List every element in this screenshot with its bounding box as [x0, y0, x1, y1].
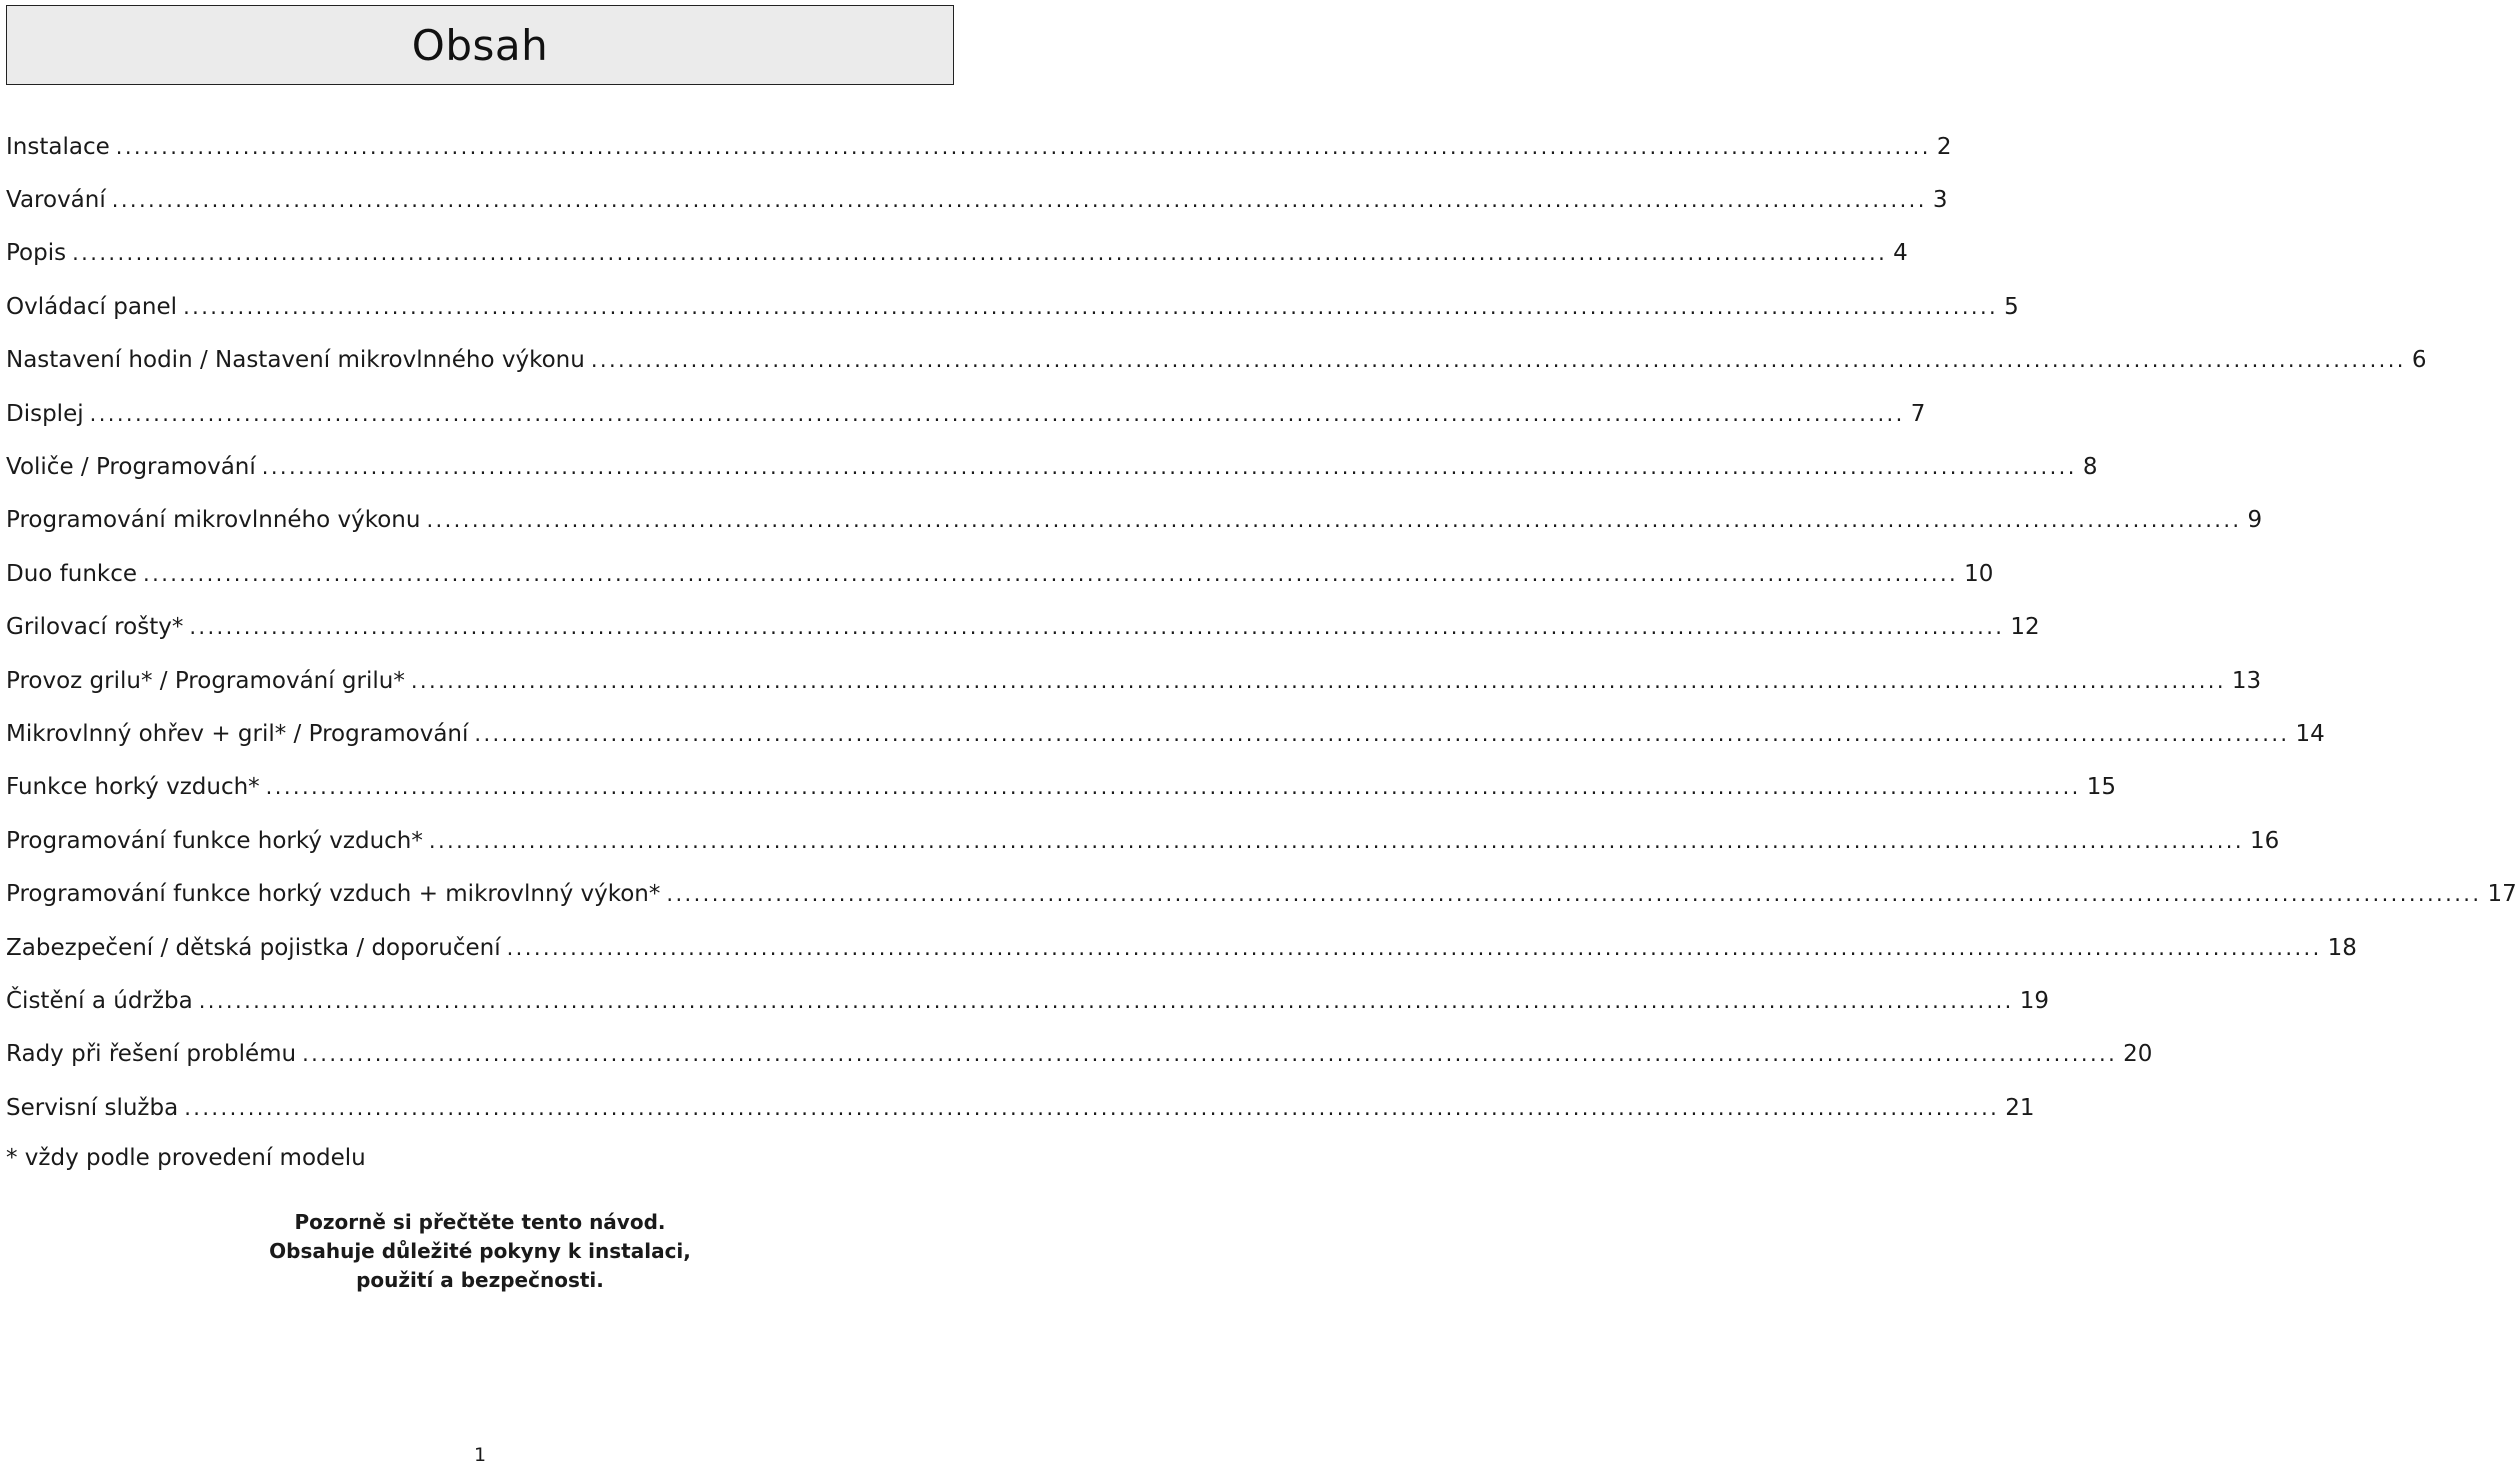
toc-entry[interactable]	[6, 120, 1952, 173]
toc-entry-page: 20	[2123, 1041, 2153, 1068]
toc-entry-label: Zabezpečení / dětská pojistka / doporučení	[6, 934, 501, 961]
toc-entry-label: Grilovací rošty*	[6, 614, 184, 641]
toc-entry[interactable]	[6, 974, 2050, 1027]
toc-entry-label: Programování mikrovlnného výkonu	[6, 507, 421, 534]
toc-leader-dots: ........................................................................................................................................................................................................	[506, 935, 2322, 960]
toc-entry-label: Funkce horký vzduch*	[6, 774, 260, 801]
toc-entry-label: Nastavení hodin / Nastavení mikrovlnného výkonu	[6, 347, 585, 374]
toc-entry-page: 19	[2019, 987, 2050, 1014]
toc-entry-label: Duo funkce	[6, 560, 138, 587]
toc-entry-page: 8	[2082, 454, 2098, 481]
notice-line: Pozorně si přečtěte tento návod.	[294, 1210, 666, 1234]
toc-entry[interactable]	[6, 280, 2019, 333]
toc-entry-label: Popis	[6, 240, 67, 267]
toc-entry-page: 15	[2086, 774, 2117, 801]
toc-entry-label: Instalace	[6, 133, 110, 160]
toc-entry-label: Voliče / Programování	[6, 454, 256, 481]
toc-leader-dots: ........................................................................................................................................................................................................	[184, 1095, 2000, 1120]
toc-entry[interactable]	[6, 814, 2280, 867]
toc-entry[interactable]	[6, 1081, 2035, 1134]
toc-entry-label: Varování	[6, 187, 106, 214]
toc-entry[interactable]	[6, 707, 2325, 760]
toc-leader-dots: ........................................................................................................................................................................................................	[302, 1042, 2118, 1067]
title-box	[6, 5, 954, 85]
toc-leader-dots: ........................................................................................................................................................................................................	[183, 294, 1999, 319]
notice-line: Obsahuje důležité pokyny k instalaci,	[269, 1239, 691, 1263]
toc-entry-page: 10	[1964, 560, 1994, 587]
toc-entry[interactable]	[6, 387, 1926, 440]
toc-leader-dots: ........................................................................................................................................................................................................	[143, 561, 1959, 586]
toc-entry[interactable]	[6, 601, 2040, 654]
toc-leader-dots: ........................................................................................................................................................................................................	[72, 241, 1888, 266]
toc-entry-page: 5	[2004, 293, 2019, 320]
footnote: * vždy podle provedení modelu	[6, 1145, 366, 1171]
toc-entry-page: 14	[2295, 720, 2325, 747]
toc-entry[interactable]	[6, 761, 2117, 814]
toc-entry[interactable]	[6, 173, 1948, 226]
toc-entry-page: 3	[1932, 187, 1948, 214]
toc-leader-dots: ........................................................................................................................................................................................................	[590, 348, 2406, 373]
toc-entry[interactable]	[6, 867, 2517, 920]
toc-leader-dots: ........................................................................................................................................................................................................	[89, 401, 1905, 426]
toc-entry[interactable]	[6, 334, 2427, 387]
toc-entry-label: Čistění a údržba	[6, 987, 193, 1014]
toc-entry-label: Provoz grilu* / Programování grilu*	[6, 667, 405, 694]
toc-entry[interactable]	[6, 494, 2263, 547]
toc-leader-dots: ........................................................................................................................................................................................................	[428, 828, 2244, 853]
toc-leader-dots: ........................................................................................................................................................................................................	[265, 775, 2081, 800]
toc-leader-dots: ........................................................................................................................................................................................................	[111, 188, 1927, 213]
toc-leader-dots: ........................................................................................................................................................................................................	[426, 508, 2242, 533]
toc-entry-page: 7	[1910, 400, 1926, 427]
toc-entry-page: 18	[2327, 934, 2357, 961]
page-number: 1	[473, 1444, 487, 1466]
table-of-contents	[6, 120, 2517, 1134]
toc-entry-label: Displej	[6, 400, 84, 427]
toc-entry-page: 4	[1893, 240, 1908, 267]
toc-entry-page: 2	[1936, 133, 1952, 160]
toc-entry[interactable]	[6, 440, 2098, 493]
toc-leader-dots: ........................................................................................................................................................................................................	[198, 988, 2014, 1013]
toc-entry-page: 6	[2411, 347, 2427, 374]
toc-entry-page: 12	[2010, 614, 2040, 641]
notice	[0, 1208, 960, 1295]
toc-entry[interactable]	[6, 654, 2262, 707]
toc-entry-page: 21	[2005, 1094, 2035, 1121]
toc-entry-label: Programování funkce horký vzduch + mikrovlnný výkon*	[6, 881, 661, 908]
toc-entry-page: 17	[2487, 881, 2517, 908]
toc-entry[interactable]	[6, 921, 2357, 974]
toc-entry[interactable]	[6, 1028, 2153, 1081]
toc-leader-dots: ........................................................................................................................................................................................................	[261, 455, 2077, 480]
toc-leader-dots: ........................................................................................................................................................................................................	[189, 615, 2005, 640]
page-title: Obsah	[411, 20, 549, 70]
toc-entry-page: 16	[2249, 827, 2280, 854]
toc-entry-label: Ovládací panel	[6, 293, 178, 320]
toc-entry-label: Rady při řešení problému	[6, 1041, 297, 1068]
toc-entry-label: Servisní služba	[6, 1094, 179, 1121]
toc-leader-dots: ........................................................................................................................................................................................................	[474, 721, 2290, 746]
toc-leader-dots: ........................................................................................................................................................................................................	[666, 882, 2482, 907]
toc-leader-dots: ........................................................................................................................................................................................................	[410, 668, 2226, 693]
toc-entry-label: Programování funkce horký vzduch*	[6, 827, 423, 854]
toc-entry[interactable]	[6, 547, 1994, 600]
toc-entry-page: 9	[2247, 507, 2263, 534]
toc-entry-page: 13	[2231, 667, 2262, 694]
notice-line: použití a bezpečnosti.	[356, 1268, 604, 1292]
toc-leader-dots: ........................................................................................................................................................................................................	[115, 134, 1931, 159]
toc-entry[interactable]	[6, 227, 1908, 280]
toc-entry-label: Mikrovlnný ohřev + gril* / Programování	[6, 720, 469, 747]
